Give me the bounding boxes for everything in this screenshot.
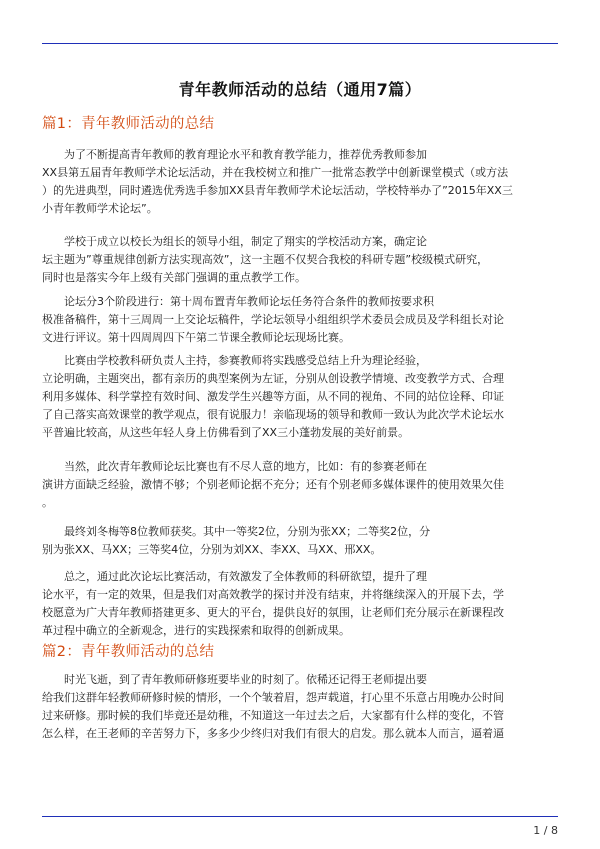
text-line: 利用多媒体、科学掌控有效时间、激发学生兴趣等方面，从不同的视角、不同的站位诠释、印证 [42, 390, 504, 403]
text-line: 论水平，有一定的效果，但是我们对高效教学的探讨并没有结束，并将继续深入的开展下去，学 [42, 588, 504, 601]
text-line: 文进行评议。第十四周周四下午第二节课全教师论坛现场比赛。 [42, 331, 350, 344]
text-line: 了自己落实高效课堂的教学观点，很有说服力！亲临现场的领导和教师一致认为此次学术论坛水 [42, 408, 504, 421]
text-line: 比赛由学校教科研负责人主持，参赛教师将实践感受总结上升为理论经验， [64, 354, 427, 367]
paragraph [42, 458, 561, 512]
paragraph [42, 352, 561, 442]
text-line: 过来研修。那时候的我们毕竟还是幼稚，不知道这一年过去之后，大家都有什么样的变化，不管 [42, 709, 504, 722]
text-line: 当然，此次青年教师论坛比赛也有不尽人意的地方，比如：有的参赛老师在 [64, 460, 427, 473]
text-line: 校愿意为广大青年教师搭建更多、更大的平台，提供良好的氛围，让老师们充分展示在新课程改 [42, 606, 504, 619]
text-line: 给我们这群年轻教师研修时候的情形，一个个皱着眉，怨声载道，打心里不乐意占用晚办公时间 [42, 691, 504, 704]
paragraph [42, 568, 561, 640]
text-line: 为了不断提高青年教师的教育理论水平和教育教学能力，推荐优秀教师参加 [64, 148, 427, 161]
text-line: 同时也是落实今年上级有关部门强调的重点教学工作。 [42, 271, 306, 284]
text-line: 总之，通过此次论坛比赛活动，有效激发了全体教师的科研欲望，提升了理 [64, 570, 427, 583]
header-rule [42, 43, 558, 44]
page-number: 1 / 8 [533, 824, 558, 837]
text-line: 怎么样，在王老师的辛苦努力下，多多少少终归对我们有很大的启发。那么就本人而言，逼着逼 [42, 727, 504, 740]
text-line: 演讲方面缺乏经验，激情不够；个别老师论据不充分；还有个别老师多媒体课件的使用效果欠佳 [42, 478, 504, 491]
paragraph [42, 233, 561, 287]
section-heading-1: 篇1：青年教师活动的总结 [42, 116, 215, 132]
paragraph [42, 146, 561, 218]
text-line: XX县第五届青年教师学术论坛活动，并在我校树立和推广一批常态教学中创新课堂模式（或方法 [42, 166, 509, 179]
paragraph [42, 671, 561, 743]
paragraph [42, 293, 561, 347]
section-heading-2: 篇2：青年教师活动的总结 [42, 644, 215, 660]
text-line: 立论明确，主题突出，都有亲历的典型案例为左证，分别从创设教学情境、改变教学方式、合理 [42, 372, 504, 385]
text-line: 坛主题为”尊重规律创新方法实现高效”，这一主题不仅契合我校的科研专题”校级模式研究， [42, 253, 489, 266]
text-line: 小青年教师学术论坛”。 [42, 202, 158, 215]
page-title: 青年教师活动的总结（通用7篇） [178, 80, 422, 99]
text-line: 革过程中确立的全新观念，进行的实践探索和取得的创新成果。 [42, 624, 350, 637]
text-line: 别为张XX、马XX；三等奖4位，分别为刘XX、李XX、马XX、邢XX。 [42, 543, 382, 556]
text-line: 最终刘冬梅等8位教师获奖。其中一等奖2位，分别为张XX；二等奖2位，分 [64, 525, 431, 538]
text-line: 极准备稿件，第十三周周一上交论坛稿件，学论坛领导小组组织学术委员会成员及学科组长对论 [42, 313, 504, 326]
footer-rule [42, 816, 558, 817]
paragraph [42, 523, 561, 559]
text-line: 学校于成立以校长为组长的领导小组，制定了翔实的学校活动方案，确定论 [64, 235, 427, 248]
text-line: 。 [42, 496, 53, 509]
text-line: ）的先进典型，同时遴选优秀选手参加XX县青年教师学术论坛活动，学校特举办了”2015年XX三 [42, 184, 513, 197]
text-line: 平普遍比较高，从这些年轻人身上仿佛看到了XX三小蓬勃发展的美好前景。 [42, 426, 410, 439]
text-line: 论坛分3个阶段进行：第十周布置青年教师论坛任务符合条件的教师按要求积 [64, 295, 434, 308]
text-line: 时光飞逝，到了青年教师研修班要毕业的时刻了。依稀还记得王老师提出要 [64, 673, 427, 686]
